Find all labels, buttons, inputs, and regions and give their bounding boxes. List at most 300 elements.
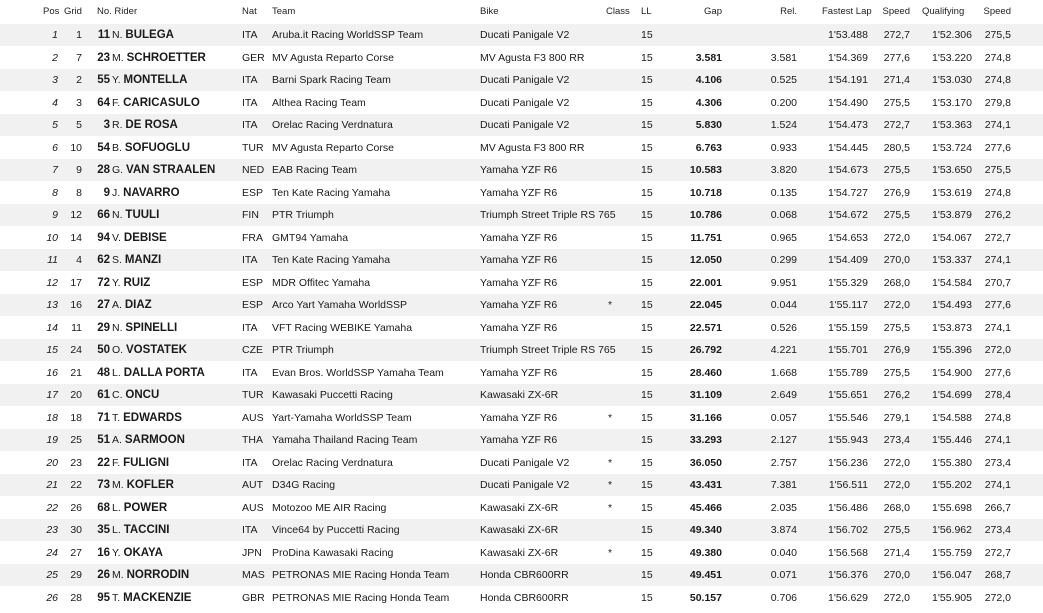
cell-team: D34G Racing bbox=[272, 479, 336, 491]
cell-gap: 43.431 bbox=[689, 479, 722, 491]
cell-rider-number: 64 bbox=[97, 96, 110, 109]
cell-relative-gap: 0.965 bbox=[770, 231, 797, 244]
cell-position: 18 bbox=[46, 411, 58, 424]
cell-rider-initial: N. bbox=[112, 29, 123, 41]
cell-qualifying-speed: 278,4 bbox=[984, 389, 1011, 401]
cell-rider-initial: L. bbox=[112, 501, 121, 514]
header-rider: No. Rider bbox=[97, 6, 138, 17]
cell-laps: 15 bbox=[641, 366, 653, 379]
cell-nationality: GBR bbox=[242, 591, 265, 604]
cell-fastest-lap: 1'54.672 bbox=[828, 209, 868, 221]
cell-rider-surname: CARICASULO bbox=[123, 96, 200, 109]
cell-rider-name bbox=[112, 69, 187, 91]
cell-qualifying-time: 1'56.047 bbox=[932, 569, 972, 581]
cell-grid: 22 bbox=[70, 479, 82, 491]
cell-bike: Yamaha YZF R6 bbox=[480, 164, 558, 176]
cell-rider-name bbox=[112, 24, 174, 46]
cell-rider-surname: BULEGA bbox=[125, 29, 174, 41]
cell-laps: 15 bbox=[641, 434, 653, 446]
cell-rider-initial: Y. bbox=[112, 276, 121, 289]
cell-fastest-lap-speed: 272,0 bbox=[883, 479, 910, 491]
cell-nationality: ITA bbox=[242, 29, 258, 41]
cell-qualifying-time: 1'53.220 bbox=[932, 51, 972, 64]
cell-team: EAB Racing Team bbox=[272, 164, 358, 176]
cell-nationality: ITA bbox=[242, 96, 258, 109]
header-qualifying-speed: Speed bbox=[983, 6, 1011, 17]
cell-laps: 15 bbox=[641, 119, 653, 131]
cell-gap: 5.830 bbox=[695, 119, 722, 131]
cell-rider-surname: ONCU bbox=[125, 389, 160, 401]
cell-rider-surname: NORRODIN bbox=[126, 569, 190, 581]
table-row bbox=[0, 452, 1043, 474]
cell-fastest-lap-speed: 275,5 bbox=[883, 164, 910, 176]
cell-fastest-lap-speed: 271,4 bbox=[883, 74, 910, 86]
cell-grid: 30 bbox=[70, 524, 82, 536]
cell-rider-name bbox=[112, 182, 180, 204]
cell-gap: 12.050 bbox=[689, 254, 722, 266]
cell-qualifying-speed: 277,6 bbox=[984, 141, 1011, 154]
cell-nationality: FIN bbox=[242, 209, 259, 221]
cell-fastest-lap: 1'54.191 bbox=[828, 74, 868, 86]
cell-nationality: TUR bbox=[242, 141, 264, 154]
table-row bbox=[0, 587, 1043, 609]
cell-qualifying-speed: 272,7 bbox=[984, 231, 1011, 244]
cell-qualifying-speed: 276,2 bbox=[984, 209, 1011, 221]
cell-bike: Honda CBR600RR bbox=[480, 569, 569, 581]
cell-rider-initial: M. bbox=[112, 479, 124, 491]
cell-gap: 45.466 bbox=[689, 501, 722, 514]
cell-qualifying-time: 1'53.619 bbox=[932, 186, 972, 199]
cell-bike: Ducati Panigale V2 bbox=[480, 479, 570, 491]
cell-fastest-lap: 1'55.943 bbox=[828, 434, 868, 446]
table-row bbox=[0, 227, 1043, 249]
cell-grid: 11 bbox=[71, 321, 82, 334]
cell-bike: Kawasaki ZX-6R bbox=[480, 389, 559, 401]
cell-bike: Triumph Street Triple RS 765 bbox=[480, 209, 616, 221]
cell-rider-initial: N. bbox=[112, 321, 123, 334]
cell-grid: 12 bbox=[70, 209, 82, 221]
cell-rider-initial: Y. bbox=[112, 74, 121, 86]
cell-fastest-lap-speed: 272,0 bbox=[883, 231, 910, 244]
cell-rider-surname: VAN STRAALEN bbox=[126, 164, 216, 176]
cell-rider-number: 48 bbox=[97, 366, 110, 379]
cell-rider-initial: T. bbox=[112, 591, 121, 604]
cell-grid: 16 bbox=[70, 299, 82, 311]
cell-relative-gap: 7.381 bbox=[770, 479, 797, 491]
cell-qualifying-time: 1'54.588 bbox=[932, 411, 972, 424]
cell-laps: 15 bbox=[641, 389, 653, 401]
cell-grid: 5 bbox=[76, 119, 82, 131]
cell-fastest-lap: 1'55.789 bbox=[828, 366, 868, 379]
cell-rider-surname: SCHROETTER bbox=[126, 51, 206, 64]
cell-rider-surname: NAVARRO bbox=[123, 186, 180, 199]
cell-fastest-lap: 1'54.653 bbox=[828, 231, 868, 244]
cell-laps: 15 bbox=[641, 524, 653, 536]
cell-nationality: ESP bbox=[242, 186, 264, 199]
cell-nationality: CZE bbox=[242, 344, 263, 356]
cell-gap: 4.306 bbox=[695, 96, 722, 109]
cell-nationality: AUS bbox=[242, 411, 264, 424]
cell-rider-name bbox=[112, 474, 174, 496]
cell-qualifying-speed: 274,8 bbox=[984, 411, 1011, 424]
cell-fastest-lap: 1'56.702 bbox=[828, 524, 868, 536]
cell-grid: 26 bbox=[70, 501, 82, 514]
cell-rider-name bbox=[112, 159, 215, 181]
cell-relative-gap: 0.044 bbox=[770, 299, 797, 311]
cell-rider-surname: VOSTATEK bbox=[126, 344, 187, 356]
cell-gap: 22.045 bbox=[689, 299, 722, 311]
cell-rider-name bbox=[112, 519, 169, 541]
cell-relative-gap: 0.071 bbox=[770, 569, 797, 581]
cell-position: 7 bbox=[52, 164, 58, 176]
table-row bbox=[0, 429, 1043, 451]
cell-laps: 15 bbox=[641, 299, 653, 311]
cell-qualifying-speed: 274,1 bbox=[984, 434, 1011, 446]
cell-nationality: THA bbox=[242, 434, 263, 446]
cell-laps: 15 bbox=[641, 231, 653, 244]
cell-fastest-lap: 1'54.445 bbox=[828, 141, 868, 154]
cell-grid: 21 bbox=[70, 366, 82, 379]
cell-rider-initial: R. bbox=[112, 119, 123, 131]
cell-fastest-lap-speed: 270,0 bbox=[883, 569, 910, 581]
cell-qualifying-speed: 274,1 bbox=[984, 321, 1011, 334]
cell-team: Motozoo ME AIR Racing bbox=[272, 501, 387, 514]
cell-rider-number: 51 bbox=[97, 434, 110, 446]
header-team: Team bbox=[272, 6, 296, 17]
cell-rider-surname: MONTELLA bbox=[123, 74, 188, 86]
cell-laps: 15 bbox=[641, 51, 653, 64]
cell-rider-surname: DIAZ bbox=[124, 299, 152, 311]
cell-rider-number: 68 bbox=[97, 501, 110, 514]
cell-position: 1 bbox=[52, 29, 58, 41]
cell-fastest-lap: 1'54.727 bbox=[828, 186, 868, 199]
cell-position: 6 bbox=[52, 141, 58, 154]
cell-gap: 28.460 bbox=[689, 366, 722, 379]
cell-position: 20 bbox=[46, 456, 58, 469]
cell-rider-name bbox=[112, 137, 190, 159]
cell-fastest-lap-speed: 277,6 bbox=[883, 51, 910, 64]
cell-rider-surname: DEBISE bbox=[123, 231, 167, 244]
header-nat: Nat bbox=[242, 6, 257, 17]
cell-team: Ten Kate Racing Yamaha bbox=[272, 254, 391, 266]
cell-bike: Honda CBR600RR bbox=[480, 591, 569, 604]
cell-bike: MV Agusta F3 800 RR bbox=[480, 51, 585, 64]
table-row bbox=[0, 249, 1043, 271]
cell-class-mark: * bbox=[607, 479, 613, 491]
cell-gap: 36.050 bbox=[689, 456, 722, 469]
cell-rider-number: 35 bbox=[97, 524, 110, 536]
cell-rider-number: 50 bbox=[97, 344, 110, 356]
cell-team: PETRONAS MIE Racing Honda Team bbox=[272, 569, 450, 581]
cell-laps: 15 bbox=[641, 276, 653, 289]
cell-relative-gap: 3.581 bbox=[770, 51, 797, 64]
cell-fastest-lap: 1'55.159 bbox=[828, 321, 868, 334]
header-bike: Bike bbox=[480, 6, 499, 17]
cell-laps: 15 bbox=[641, 591, 653, 604]
cell-fastest-lap-speed: 275,5 bbox=[883, 366, 910, 379]
cell-nationality: ITA bbox=[242, 321, 258, 334]
cell-rider-number: 54 bbox=[97, 141, 110, 154]
cell-rider-number: 72 bbox=[97, 276, 110, 289]
cell-bike: Triumph Street Triple RS 765 bbox=[480, 344, 616, 356]
cell-team: GMT94 Yamaha bbox=[272, 231, 349, 244]
cell-relative-gap: 3.820 bbox=[770, 164, 797, 176]
cell-team: Ten Kate Racing Yamaha bbox=[272, 186, 391, 199]
cell-rider-name bbox=[112, 497, 167, 519]
cell-gap: 31.109 bbox=[689, 389, 722, 401]
cell-gap: 6.763 bbox=[695, 141, 722, 154]
cell-nationality: AUS bbox=[242, 501, 264, 514]
cell-nationality: ITA bbox=[242, 456, 258, 469]
cell-rider-number: 23 bbox=[97, 51, 110, 64]
cell-position: 19 bbox=[46, 434, 58, 446]
cell-qualifying-speed: 268,7 bbox=[984, 569, 1011, 581]
cell-position: 11 bbox=[47, 254, 58, 266]
cell-rider-number: 73 bbox=[97, 479, 110, 491]
cell-rider-name bbox=[112, 564, 189, 586]
cell-rider-name bbox=[112, 47, 206, 69]
cell-fastest-lap-speed: 270,0 bbox=[883, 254, 910, 266]
cell-position: 14 bbox=[46, 321, 58, 334]
cell-relative-gap: 0.933 bbox=[770, 141, 797, 154]
cell-rider-name bbox=[112, 92, 200, 114]
cell-rider-number: 9 bbox=[103, 186, 110, 199]
cell-rider-name bbox=[112, 587, 191, 609]
cell-qualifying-time: 1'54.493 bbox=[932, 299, 972, 311]
cell-qualifying-speed: 279,8 bbox=[984, 96, 1011, 109]
cell-rider-name bbox=[112, 362, 205, 384]
cell-rider-name bbox=[112, 204, 159, 226]
cell-rider-surname: DALLA PORTA bbox=[123, 366, 205, 379]
cell-qualifying-speed: 275,5 bbox=[984, 164, 1011, 176]
cell-fastest-lap-speed: 272,7 bbox=[883, 119, 910, 131]
cell-laps: 15 bbox=[641, 411, 653, 424]
cell-team: Aruba.it Racing WorldSSP Team bbox=[272, 29, 424, 41]
cell-position: 3 bbox=[52, 74, 58, 86]
cell-team: Althea Racing Team bbox=[272, 96, 366, 109]
table-row bbox=[0, 69, 1043, 91]
cell-qualifying-speed: 274,1 bbox=[984, 479, 1011, 491]
cell-grid: 20 bbox=[70, 389, 82, 401]
cell-fastest-lap: 1'55.329 bbox=[828, 276, 868, 289]
cell-bike: Yamaha YZF R6 bbox=[480, 254, 558, 266]
cell-rider-number: 62 bbox=[97, 254, 110, 266]
cell-bike: Yamaha YZF R6 bbox=[480, 321, 558, 334]
cell-gap: 49.340 bbox=[689, 524, 722, 536]
cell-team: PTR Triumph bbox=[272, 209, 334, 221]
cell-qualifying-speed: 273,4 bbox=[984, 524, 1011, 536]
table-row bbox=[0, 362, 1043, 384]
cell-rider-initial: B. bbox=[112, 141, 122, 154]
cell-qualifying-speed: 277,6 bbox=[984, 299, 1011, 311]
cell-gap: 31.166 bbox=[689, 411, 722, 424]
cell-team: Arco Yart Yamaha WorldSSP bbox=[272, 299, 408, 311]
cell-position: 17 bbox=[46, 389, 58, 401]
cell-qualifying-time: 1'56.962 bbox=[932, 524, 972, 536]
cell-bike: Ducati Panigale V2 bbox=[480, 456, 570, 469]
cell-rider-surname: EDWARDS bbox=[123, 411, 182, 424]
table-row bbox=[0, 272, 1043, 294]
cell-team: ProDina Kawasaki Racing bbox=[272, 546, 394, 559]
cell-qualifying-time: 1'55.905 bbox=[932, 591, 972, 604]
cell-rider-name bbox=[112, 227, 167, 249]
cell-grid: 28 bbox=[70, 591, 82, 604]
cell-fastest-lap: 1'54.490 bbox=[828, 96, 868, 109]
table-row bbox=[0, 384, 1043, 406]
cell-relative-gap: 0.706 bbox=[770, 591, 797, 604]
cell-rider-name bbox=[112, 384, 159, 406]
cell-rider-surname: SPINELLI bbox=[125, 321, 178, 334]
cell-qualifying-speed: 274,8 bbox=[984, 74, 1011, 86]
cell-qualifying-time: 1'55.396 bbox=[932, 344, 972, 356]
cell-relative-gap: 0.525 bbox=[770, 74, 797, 86]
header-rel: Rel. bbox=[780, 6, 797, 17]
cell-laps: 15 bbox=[641, 546, 653, 559]
cell-bike: Ducati Panigale V2 bbox=[480, 74, 570, 86]
cell-rider-name bbox=[112, 407, 182, 429]
cell-rider-initial: Y. bbox=[112, 546, 121, 559]
cell-fastest-lap: 1'56.486 bbox=[828, 501, 868, 514]
cell-class-mark: * bbox=[607, 456, 613, 469]
cell-qualifying-speed: 266,7 bbox=[984, 501, 1011, 514]
cell-grid: 7 bbox=[76, 51, 82, 64]
table-row bbox=[0, 294, 1043, 316]
cell-qualifying-time: 1'55.202 bbox=[932, 479, 972, 491]
cell-laps: 15 bbox=[641, 29, 653, 41]
cell-team: Yart-Yamaha WorldSSP Team bbox=[272, 411, 412, 424]
cell-rider-number: 22 bbox=[97, 456, 110, 469]
cell-rider-surname: SOFUOGLU bbox=[124, 141, 191, 154]
header-gap: Gap bbox=[704, 6, 722, 17]
cell-nationality: MAS bbox=[242, 569, 265, 581]
cell-qualifying-time: 1'54.584 bbox=[932, 276, 972, 289]
cell-qualifying-time: 1'53.363 bbox=[932, 119, 972, 131]
table-row bbox=[0, 47, 1043, 69]
cell-relative-gap: 2.757 bbox=[770, 456, 797, 469]
cell-qualifying-speed: 273,4 bbox=[984, 456, 1011, 469]
cell-relative-gap: 1.668 bbox=[770, 366, 797, 379]
cell-rider-number: 16 bbox=[97, 546, 110, 559]
cell-nationality: ITA bbox=[242, 74, 258, 86]
cell-position: 10 bbox=[46, 231, 58, 244]
cell-position: 13 bbox=[46, 299, 58, 311]
cell-gap: 50.157 bbox=[689, 591, 722, 604]
cell-position: 22 bbox=[46, 501, 58, 514]
cell-team: Evan Bros. WorldSSP Yamaha Team bbox=[272, 366, 444, 379]
cell-rider-name bbox=[112, 542, 163, 564]
cell-fastest-lap: 1'54.673 bbox=[828, 164, 868, 176]
cell-position: 15 bbox=[46, 344, 58, 356]
cell-rider-name bbox=[112, 429, 185, 451]
cell-rider-initial: N. bbox=[112, 209, 123, 221]
cell-rider-initial: M. bbox=[112, 51, 124, 64]
cell-rider-name bbox=[112, 249, 161, 271]
cell-rider-number: 29 bbox=[97, 321, 110, 334]
cell-rider-number: 26 bbox=[97, 569, 110, 581]
cell-bike: Yamaha YZF R6 bbox=[480, 411, 558, 424]
cell-rider-surname: OKAYA bbox=[123, 546, 163, 559]
cell-grid: 3 bbox=[76, 96, 82, 109]
cell-laps: 15 bbox=[641, 501, 653, 514]
cell-gap: 33.293 bbox=[689, 434, 722, 446]
cell-qualifying-speed: 274,1 bbox=[984, 119, 1011, 131]
cell-team: Barni Spark Racing Team bbox=[272, 74, 391, 86]
cell-rider-initial: F. bbox=[112, 456, 121, 469]
cell-laps: 15 bbox=[641, 569, 653, 581]
cell-rider-surname: SARMOON bbox=[124, 434, 185, 446]
cell-nationality: NED bbox=[242, 164, 265, 176]
cell-rider-initial: C. bbox=[112, 389, 123, 401]
table-row bbox=[0, 159, 1043, 181]
cell-fastest-lap: 1'55.651 bbox=[828, 389, 868, 401]
cell-fastest-lap: 1'54.369 bbox=[828, 51, 868, 64]
cell-gap: 11.751 bbox=[690, 231, 722, 244]
cell-qualifying-time: 1'53.170 bbox=[932, 96, 972, 109]
cell-fastest-lap: 1'54.473 bbox=[828, 119, 868, 131]
cell-laps: 15 bbox=[641, 254, 653, 266]
cell-qualifying-speed: 270,7 bbox=[984, 276, 1011, 289]
cell-rider-number: 11 bbox=[97, 29, 110, 41]
cell-rider-surname: POWER bbox=[123, 501, 168, 514]
cell-fastest-lap: 1'56.511 bbox=[828, 479, 868, 491]
cell-qualifying-time: 1'53.873 bbox=[932, 321, 972, 334]
cell-grid: 23 bbox=[70, 456, 82, 469]
cell-grid: 27 bbox=[70, 546, 82, 559]
table-row bbox=[0, 339, 1043, 361]
cell-bike: Ducati Panigale V2 bbox=[480, 29, 570, 41]
cell-fastest-lap-speed: 275,5 bbox=[883, 209, 910, 221]
cell-fastest-lap: 1'55.546 bbox=[828, 411, 868, 424]
cell-position: 21 bbox=[46, 479, 58, 491]
cell-grid: 17 bbox=[70, 276, 82, 289]
cell-grid: 9 bbox=[76, 164, 82, 176]
cell-rider-number: 61 bbox=[97, 389, 110, 401]
cell-rider-initial: S. bbox=[112, 254, 122, 266]
cell-position: 12 bbox=[46, 276, 58, 289]
cell-laps: 15 bbox=[641, 164, 653, 176]
cell-relative-gap: 3.874 bbox=[770, 524, 797, 536]
cell-team: Yamaha Thailand Racing Team bbox=[272, 434, 418, 446]
cell-class-mark: * bbox=[607, 501, 613, 514]
table-row bbox=[0, 317, 1043, 339]
cell-position: 24 bbox=[46, 546, 58, 559]
table-header bbox=[0, 0, 1043, 24]
cell-fastest-lap: 1'55.117 bbox=[828, 299, 868, 311]
cell-team: VFT Racing WEBIKE Yamaha bbox=[272, 321, 413, 334]
cell-rider-number: 71 bbox=[97, 411, 110, 424]
cell-qualifying-time: 1'54.699 bbox=[932, 389, 972, 401]
cell-bike: Yamaha YZF R6 bbox=[480, 299, 558, 311]
cell-team: MV Agusta Reparto Corse bbox=[272, 51, 394, 64]
cell-relative-gap: 0.135 bbox=[770, 186, 797, 199]
cell-gap: 10.583 bbox=[689, 164, 722, 176]
cell-bike: Yamaha YZF R6 bbox=[480, 434, 558, 446]
cell-qualifying-time: 1'53.879 bbox=[932, 209, 972, 221]
cell-gap: 22.001 bbox=[689, 276, 722, 289]
cell-fastest-lap-speed: 268,0 bbox=[883, 276, 910, 289]
cell-rider-initial: T. bbox=[112, 411, 121, 424]
cell-nationality: ITA bbox=[242, 366, 258, 379]
cell-qualifying-time: 1'55.446 bbox=[932, 434, 972, 446]
cell-fastest-lap-speed: 273,4 bbox=[883, 434, 910, 446]
cell-rider-surname: FULIGNI bbox=[123, 456, 170, 469]
cell-fastest-lap-speed: 280,5 bbox=[883, 141, 910, 154]
cell-fastest-lap: 1'55.701 bbox=[828, 344, 868, 356]
cell-rider-number: 55 bbox=[97, 74, 110, 86]
cell-qualifying-time: 1'54.067 bbox=[932, 231, 972, 244]
cell-fastest-lap-speed: 272,0 bbox=[883, 299, 910, 311]
cell-rider-number: 95 bbox=[97, 591, 110, 604]
